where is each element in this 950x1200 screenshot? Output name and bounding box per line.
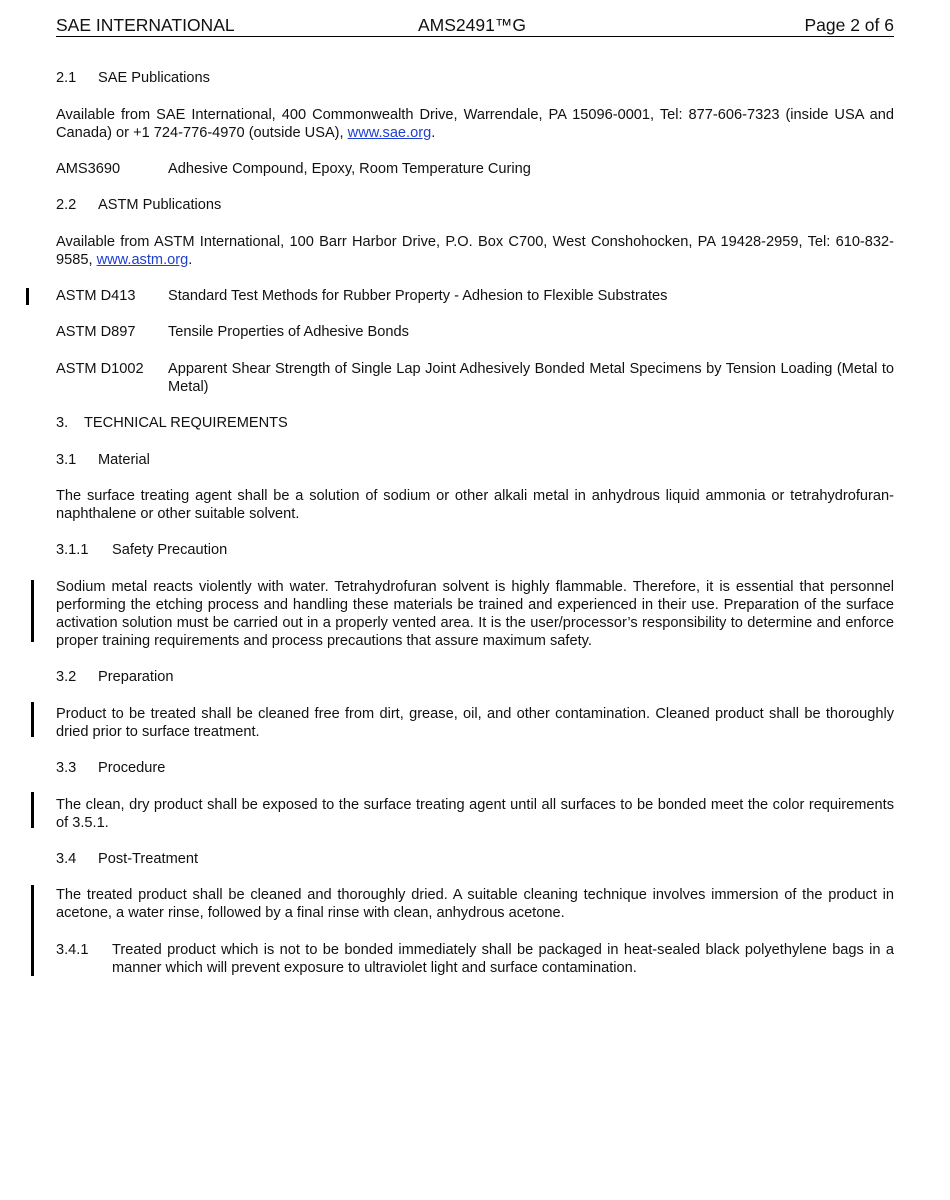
- revision-bar: [31, 580, 34, 642]
- header-document-id: AMS2491™G: [418, 15, 526, 35]
- section-3-2-paragraph: Product to be treated shall be cleaned free from dirt, grease, oil, and other contamination. Cleaned product shall be thoroughly dried prior to surface treatment.: [56, 706, 894, 740]
- section-3-2-heading: 3.2 Preparation: [56, 669, 174, 685]
- section-3-4-heading: 3.4 Post-Treatment: [56, 851, 199, 867]
- section-2-2-paragraph: Available from ASTM International, 100 Barr Harbor Drive, P.O. Box C700, West Conshohocken, PA 19428-2959, Tel: 610-832-9585, www.astm.org.: [56, 234, 894, 268]
- revision-bar: [31, 885, 34, 976]
- section-3-1-paragraph: The surface treating agent shall be a solution of sodium or other alkali metal in anhydrous liquid ammonia or tetrahydrofuran-naphthalene or other suitable solvent.: [56, 488, 894, 522]
- reference-astm-d413: ASTM D413 Standard Test Methods for Rubber Property - Adhesion to Flexible Substrates: [56, 288, 668, 304]
- section-3-4-1-paragraph: 3.4.1 Treated product which is not to be bonded immediately shall be packaged in heat-sealed black polyethylene bags in a manner which will prevent exposure to ultraviolet light and surface contamination.: [56, 942, 894, 976]
- reference-astm-d897: ASTM D897 Tensile Properties of Adhesive Bonds: [56, 324, 409, 340]
- revision-bar: [31, 792, 34, 828]
- section-3-1-1-paragraph: Sodium metal reacts violently with water. Tetrahydrofuran solvent is highly flammable. Therefore, it is essential that personnel performing the etching process and handling these materials be trained and experienced in their use. Preparation of the surface activation solution must be carried out in a properly vented area. It is the user/processor’s responsibility to determine and enforce proper training requirements and process precautions that assure maximum safety.: [56, 579, 894, 649]
- section-3-4-paragraph: The treated product shall be cleaned and thoroughly dried. A suitable cleaning technique involves immersion of the product in acetone, a water rinse, followed by a final rinse with clean, anhydrous acetone.: [56, 887, 894, 921]
- reference-astm-d1002: ASTM D1002 Apparent Shear Strength of Single Lap Joint Adhesively Bonded Metal Specimens by Tension Loading (Metal to Metal): [56, 361, 894, 395]
- header-page-number: Page 2 of 6: [804, 15, 894, 35]
- section-3-1-1-heading: 3.1.1 Safety Precaution: [56, 542, 228, 558]
- revision-bar: [31, 702, 34, 737]
- sae-website-link[interactable]: www.sae.org: [347, 125, 432, 141]
- astm-website-link[interactable]: www.astm.org: [96, 252, 189, 268]
- header-organization: SAE INTERNATIONAL: [56, 15, 235, 35]
- section-2-1-paragraph: Available from SAE International, 400 Commonwealth Drive, Warrendale, PA 15096-0001, Tel: 877-606-7323 (inside USA and Canada) or +1 724-776-4970 (outside USA), www.sae.org.: [56, 107, 894, 141]
- section-3-heading: 3. TECHNICAL REQUIREMENTS: [56, 415, 288, 431]
- section-2-1-heading: 2.1 SAE Publications: [56, 70, 210, 86]
- revision-bar: [26, 288, 29, 305]
- section-2-2-heading: 2.2 ASTM Publications: [56, 197, 222, 213]
- section-3-1-heading: 3.1 Material: [56, 452, 150, 468]
- section-3-3-heading: 3.3 Procedure: [56, 760, 166, 776]
- reference-ams3690: AMS3690 Adhesive Compound, Epoxy, Room Temperature Curing: [56, 161, 531, 177]
- page-header: [56, 14, 894, 37]
- section-3-3-paragraph: The clean, dry product shall be exposed to the surface treating agent until all surfaces to be bonded meet the color requirements of 3.5.1.: [56, 797, 894, 831]
